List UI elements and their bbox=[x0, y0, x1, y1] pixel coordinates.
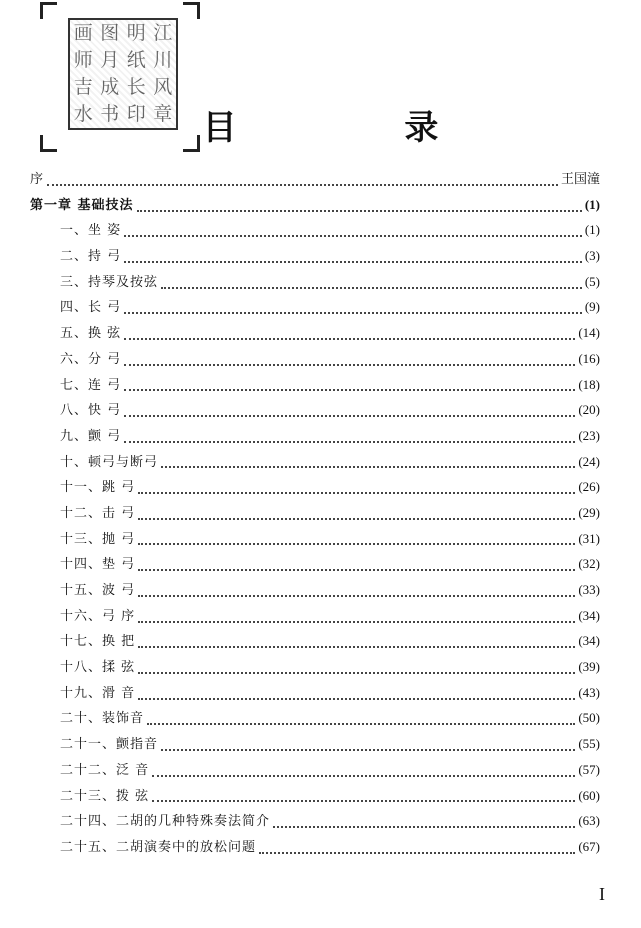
toc-entry[interactable] bbox=[30, 425, 600, 451]
toc-entry[interactable] bbox=[30, 733, 600, 759]
toc-entry-page: (50) bbox=[578, 710, 600, 726]
toc-entry[interactable] bbox=[30, 271, 600, 297]
seal-glyph: 川 bbox=[153, 49, 173, 71]
seal-glyph: 章 bbox=[153, 103, 173, 125]
toc-entry-label: 九、颤 弓 bbox=[60, 428, 122, 444]
toc-entry-label: 二十五、二胡演奏中的放松问题 bbox=[60, 839, 257, 855]
toc-entry-page: (1) bbox=[584, 222, 600, 238]
dot-leader bbox=[137, 210, 582, 212]
toc-entry[interactable] bbox=[30, 836, 600, 862]
table-of-contents bbox=[30, 168, 600, 862]
seal-corner-mark bbox=[183, 2, 200, 19]
toc-entry-label: 序 bbox=[30, 172, 45, 187]
seal-glyph: 图 bbox=[100, 22, 120, 44]
toc-entry-page: (63) bbox=[578, 813, 600, 829]
dot-leader bbox=[161, 287, 582, 289]
toc-entry-page: (43) bbox=[578, 684, 600, 700]
dot-leader bbox=[138, 518, 575, 520]
toc-entry-page: (67) bbox=[578, 838, 600, 854]
toc-entry-page: (57) bbox=[578, 761, 600, 777]
dot-leader bbox=[259, 852, 575, 854]
toc-entry-label: 二十三、拨 弦 bbox=[60, 788, 150, 804]
toc-entry[interactable] bbox=[30, 219, 600, 245]
toc-entry[interactable] bbox=[30, 785, 600, 811]
toc-entry-label: 十四、垫 弓 bbox=[60, 557, 136, 573]
toc-entry-label: 十五、波 弓 bbox=[60, 583, 136, 598]
toc-entry[interactable] bbox=[30, 707, 600, 733]
seal-glyph: 印 bbox=[126, 103, 146, 125]
toc-entry-page: (39) bbox=[578, 659, 600, 675]
toc-entry[interactable] bbox=[30, 451, 600, 477]
toc-entry-page: (14) bbox=[578, 325, 600, 341]
toc-entry[interactable] bbox=[30, 682, 600, 708]
toc-entry-label: 第一章 基础技法 bbox=[30, 197, 134, 213]
dot-leader bbox=[124, 415, 575, 417]
toc-entry[interactable] bbox=[30, 553, 600, 579]
toc-entry-page: (20) bbox=[578, 402, 600, 418]
toc-entry-page: (31) bbox=[578, 530, 600, 546]
toc-entry[interactable] bbox=[30, 502, 600, 528]
toc-entry-label: 二、持 弓 bbox=[60, 249, 122, 265]
toc-entry[interactable] bbox=[30, 168, 600, 194]
toc-entry[interactable] bbox=[30, 810, 600, 836]
dot-leader bbox=[161, 749, 575, 751]
toc-entry-page: (9) bbox=[584, 299, 600, 315]
toc-entry-page: (55) bbox=[578, 736, 600, 752]
toc-entry-page: (60) bbox=[578, 787, 600, 803]
dot-leader bbox=[138, 595, 575, 597]
toc-entry-page: (32) bbox=[578, 556, 600, 572]
toc-entry[interactable] bbox=[30, 194, 600, 220]
dot-leader bbox=[124, 261, 582, 263]
toc-entry[interactable] bbox=[30, 605, 600, 631]
toc-entry[interactable] bbox=[30, 656, 600, 682]
toc-entry[interactable] bbox=[30, 348, 600, 374]
toc-entry[interactable] bbox=[30, 528, 600, 554]
dot-leader bbox=[147, 723, 575, 725]
page-title: 目 录 bbox=[202, 108, 517, 148]
toc-entry[interactable] bbox=[30, 322, 600, 348]
toc-entry-label: 十二、击 弓 bbox=[60, 505, 136, 521]
dot-leader bbox=[124, 389, 575, 391]
toc-entry-label: 二十二、泛 音 bbox=[60, 762, 150, 778]
toc-entry-page: (24) bbox=[578, 453, 600, 469]
dot-leader bbox=[161, 466, 575, 468]
seal-glyph: 长 bbox=[126, 76, 146, 98]
seal-glyph: 书 bbox=[100, 103, 120, 125]
seal-glyph: 风 bbox=[153, 76, 173, 98]
toc-entry-label: 十九、滑 音 bbox=[60, 685, 136, 701]
toc-entry-label: 六、分 弓 bbox=[60, 351, 122, 367]
toc-entry-page: (34) bbox=[578, 633, 600, 649]
dot-leader bbox=[124, 441, 575, 443]
toc-entry-label: 五、换 弦 bbox=[60, 326, 122, 342]
dot-leader bbox=[138, 621, 575, 623]
toc-entry-page: (29) bbox=[578, 504, 600, 520]
toc-entry-label: 四、长 弓 bbox=[60, 300, 122, 316]
seal-glyph: 成 bbox=[100, 76, 120, 98]
dot-leader bbox=[138, 698, 575, 700]
toc-entry-page: (18) bbox=[578, 376, 600, 392]
toc-entry[interactable] bbox=[30, 579, 600, 605]
seal-corner-mark bbox=[40, 2, 57, 19]
seal-glyph: 江 bbox=[153, 22, 173, 44]
seal-glyph: 吉 bbox=[73, 76, 93, 98]
toc-entry-label: 十六、弓 序 bbox=[60, 608, 136, 624]
page-number: I bbox=[599, 884, 605, 904]
toc-entry-label: 十、顿弓与断弓 bbox=[60, 454, 159, 470]
dot-leader bbox=[273, 826, 575, 828]
dot-leader bbox=[138, 569, 575, 571]
seal-glyph: 月 bbox=[100, 49, 120, 71]
dot-leader bbox=[124, 312, 582, 314]
dot-leader bbox=[152, 775, 575, 777]
toc-entry-page: (1) bbox=[584, 196, 600, 212]
seal-glyph: 师 bbox=[73, 49, 93, 71]
seal-glyph: 水 bbox=[73, 103, 93, 125]
toc-entry-page: (3) bbox=[584, 248, 600, 264]
toc-entry-label: 三、持琴及按弦 bbox=[60, 274, 159, 290]
toc-entry-page: (26) bbox=[578, 479, 600, 495]
toc-entry-page: (33) bbox=[578, 582, 600, 597]
toc-entry-label: 十三、抛 弓 bbox=[60, 531, 136, 547]
toc-entry[interactable] bbox=[30, 476, 600, 502]
toc-entry[interactable] bbox=[30, 374, 600, 400]
toc-entry-page: (5) bbox=[584, 273, 600, 289]
toc-entry[interactable] bbox=[30, 399, 600, 425]
toc-entry-label: 一、坐 姿 bbox=[60, 223, 122, 239]
toc-entry-label: 二十一、颤指音 bbox=[60, 737, 159, 753]
toc-entry-page: (16) bbox=[578, 350, 600, 366]
toc-entry[interactable] bbox=[30, 245, 600, 271]
dot-leader bbox=[138, 543, 575, 545]
toc-entry-label: 七、连 弓 bbox=[60, 377, 122, 393]
toc-entry-label: 二十四、二胡的几种特殊奏法简介 bbox=[60, 814, 271, 830]
toc-entry[interactable] bbox=[30, 630, 600, 656]
toc-entry-label: 十七、换 把 bbox=[60, 634, 136, 650]
toc-entry[interactable] bbox=[30, 296, 600, 322]
toc-entry[interactable] bbox=[30, 759, 600, 785]
toc-entry-label: 八、快 弓 bbox=[60, 403, 122, 419]
toc-entry-page: 王国潼 bbox=[560, 171, 600, 186]
dot-leader bbox=[124, 235, 582, 237]
toc-entry-label: 十八、揉 弦 bbox=[60, 660, 136, 676]
toc-entry-label: 十一、跳 弓 bbox=[60, 480, 136, 496]
toc-entry-page: (34) bbox=[578, 607, 600, 623]
dot-leader bbox=[124, 364, 575, 366]
dot-leader bbox=[138, 672, 575, 674]
dot-leader bbox=[124, 338, 575, 340]
toc-entry-label: 二十、装饰音 bbox=[60, 711, 145, 727]
seal-glyph: 画 bbox=[73, 22, 93, 44]
seal-glyph: 纸 bbox=[126, 49, 146, 71]
dot-leader bbox=[138, 646, 575, 648]
dot-leader bbox=[138, 492, 575, 494]
dot-leader bbox=[152, 800, 575, 802]
dot-leader bbox=[47, 184, 558, 186]
toc-entry-page: (23) bbox=[578, 427, 600, 443]
seal-glyph: 明 bbox=[126, 22, 146, 44]
